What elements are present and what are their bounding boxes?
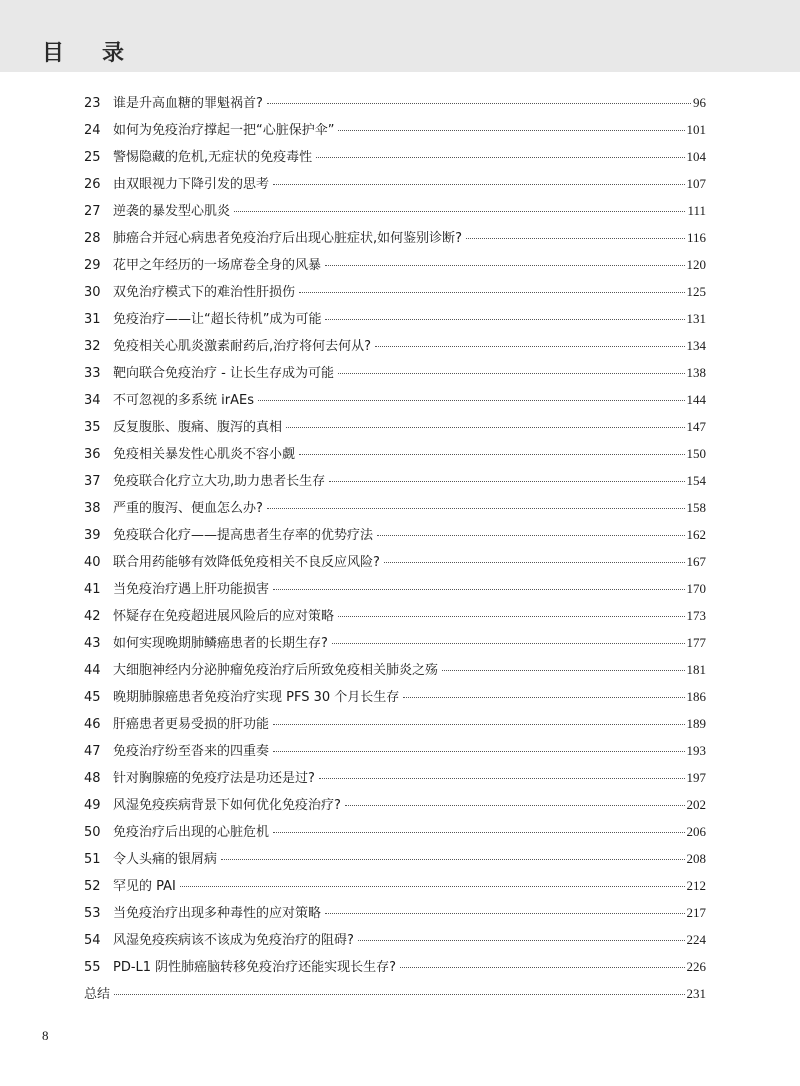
toc-entry-page: 154 — [686, 473, 706, 488]
toc-entry-title: 免疫相关心肌炎激素耐药后,治疗将何去何从? — [113, 339, 372, 354]
toc-entry-title: 肺癌合并冠心病患者免疫治疗后出现心脏症状,如何鉴别诊断? — [113, 231, 463, 246]
toc-entry-number: 33 — [84, 366, 101, 381]
toc-leader-dots — [286, 426, 684, 428]
toc-entry-title: 怀疑存在免疫超进展风险后的应对策略 — [113, 609, 335, 624]
toc-leader-dots — [273, 588, 684, 590]
toc-entry-title: 风湿免疫疾病该不该成为免疫治疗的阻碍? — [113, 933, 354, 948]
toc-entry-page: 104 — [686, 149, 706, 164]
toc-entry-title: 大细胞神经内分泌肿瘤免疫治疗后所致免疫相关肺炎之殇 — [113, 663, 439, 678]
toc-entry-title: 不可忽视的多系统 irAEs — [113, 393, 254, 408]
toc-entry-page: 197 — [686, 770, 706, 785]
toc-entry-page: 162 — [686, 527, 706, 542]
toc-entry-page: 217 — [686, 905, 706, 920]
toc-entry-number: 48 — [84, 771, 101, 786]
toc-entry-page: 101 — [686, 122, 706, 137]
toc-entry[interactable] — [84, 845, 706, 872]
toc-entry-number: 55 — [84, 960, 101, 975]
toc-leader-dots — [400, 966, 684, 968]
toc-entry-title: 花甲之年经历的一场席卷全身的风暴 — [113, 258, 322, 273]
toc-entry-number: 47 — [84, 744, 101, 759]
toc-leader-dots — [358, 939, 685, 941]
toc-entry-number: 27 — [84, 204, 101, 219]
toc-entry-title: 双免治疗模式下的难治性肝损伤 — [113, 285, 296, 300]
toc-entry-number: 23 — [84, 96, 101, 111]
toc-leader-dots — [258, 399, 685, 401]
toc-entry-title: 严重的腹泻、便血怎么办? — [113, 501, 263, 516]
toc-entry-number: 34 — [84, 393, 101, 408]
page-number: 8 — [42, 1028, 49, 1043]
toc-entry[interactable] — [84, 737, 706, 764]
toc-entry-page: 202 — [686, 797, 706, 812]
toc-entry[interactable] — [84, 548, 706, 575]
toc-leader-dots — [267, 102, 691, 104]
toc-entry-number: 37 — [84, 474, 101, 489]
toc-entry-page: 193 — [686, 743, 706, 758]
toc-leader-dots — [299, 291, 684, 293]
toc-entry[interactable] — [84, 764, 706, 791]
toc-entry-number: 46 — [84, 717, 101, 732]
toc-leader-dots — [180, 885, 685, 887]
toc-entry[interactable] — [84, 305, 706, 332]
toc-entry[interactable] — [84, 683, 706, 710]
toc-entry-title: 谁是升高血糖的罪魁祸首? — [113, 96, 263, 111]
toc-entry[interactable] — [84, 332, 706, 359]
toc-entry-title: 当免疫治疗遇上肝功能损害 — [113, 582, 270, 597]
toc-entry-title: 罕见的 PAI — [113, 879, 176, 894]
toc-entry-number: 49 — [84, 798, 101, 813]
toc-leader-dots — [345, 804, 685, 806]
toc-entry-page: 107 — [686, 176, 706, 191]
toc-entry-title: 由双眼视力下降引发的思考 — [113, 177, 270, 192]
toc-entry[interactable] — [84, 278, 706, 305]
toc-entry[interactable] — [84, 224, 706, 251]
toc-entry-title: 免疫治疗——让“超长待机”成为可能 — [113, 312, 322, 327]
toc-entry-page: 116 — [686, 230, 706, 245]
toc-entry[interactable] — [84, 413, 706, 440]
toc-entry-number: 30 — [84, 285, 101, 300]
toc-entry[interactable] — [84, 818, 706, 845]
toc-entry-page: 206 — [686, 824, 706, 839]
toc-entry-number: 43 — [84, 636, 101, 651]
toc-entry-title: 逆袭的暴发型心肌炎 — [113, 204, 231, 219]
toc-entry-number: 41 — [84, 582, 101, 597]
toc-entry-title: 联合用药能够有效降低免疫相关不良反应风险? — [113, 555, 380, 570]
toc-entry[interactable] — [84, 116, 706, 143]
toc-entry-number: 32 — [84, 339, 101, 354]
toc-leader-dots — [466, 237, 685, 239]
toc-entry-page: 170 — [686, 581, 706, 596]
toc-leader-dots — [329, 480, 684, 482]
toc-entry[interactable] — [84, 386, 706, 413]
toc-entry-title: 免疫联合化疗立大功,助力患者长生存 — [113, 474, 326, 489]
toc-entry[interactable] — [84, 602, 706, 629]
toc-leader-dots — [338, 615, 684, 617]
toc-entry[interactable] — [84, 143, 706, 170]
table-of-contents — [84, 89, 706, 1007]
toc-entry-title: 警惕隐藏的危机,无症状的免疫毒性 — [113, 150, 313, 165]
toc-entry[interactable] — [84, 359, 706, 386]
toc-entry-page: 208 — [686, 851, 706, 866]
toc-entry[interactable] — [84, 89, 706, 116]
toc-entry-page: 150 — [686, 446, 706, 461]
toc-entry[interactable] — [84, 926, 706, 953]
toc-entry-number: 26 — [84, 177, 101, 192]
toc-entry-number: 35 — [84, 420, 101, 435]
toc-leader-dots — [273, 831, 684, 833]
header-bar — [0, 0, 800, 72]
toc-entry-title: 靶向联合免疫治疗 - 让长生存成为可能 — [113, 366, 334, 381]
toc-entry-page: 189 — [686, 716, 706, 731]
toc-entry-page: 131 — [686, 311, 706, 326]
toc-leader-dots — [384, 561, 685, 563]
toc-entry-title: 当免疫治疗出现多种毒性的应对策略 — [113, 906, 322, 921]
toc-entry-number: 42 — [84, 609, 101, 624]
toc-entry-number: 31 — [84, 312, 101, 327]
toc-entry-page: 96 — [693, 95, 706, 110]
page-title: 目录 — [42, 41, 163, 66]
toc-entry-number: 50 — [84, 825, 101, 840]
toc-entry-number: 53 — [84, 906, 101, 921]
toc-entry-page: 120 — [686, 257, 706, 272]
toc-entry-number: 25 — [84, 150, 101, 165]
toc-entry-page: 224 — [686, 932, 706, 947]
toc-leader-dots — [442, 669, 684, 671]
toc-entry-number: 40 — [84, 555, 101, 570]
toc-leader-dots — [234, 210, 685, 212]
toc-leader-dots — [325, 912, 684, 914]
toc-leader-dots — [273, 750, 684, 752]
toc-entry[interactable] — [84, 710, 706, 737]
toc-entry-page: 125 — [686, 284, 706, 299]
toc-entry-page: 158 — [686, 500, 706, 515]
toc-entry[interactable] — [84, 953, 706, 980]
toc-entry-title: 针对胸腺癌的免疫疗法是功还是过? — [113, 771, 315, 786]
toc-leader-dots — [325, 318, 684, 320]
toc-entry-title: 风湿免疫疾病背景下如何优化免疫治疗? — [113, 798, 341, 813]
toc-entry[interactable] — [84, 197, 706, 224]
toc-leader-dots — [299, 453, 684, 455]
toc-leader-dots — [332, 642, 685, 644]
toc-leader-dots — [267, 507, 685, 509]
toc-entry-title: PD-L1 阴性肺癌脑转移免疫治疗还能实现长生存? — [113, 960, 397, 975]
toc-entry-number: 39 — [84, 528, 101, 543]
toc-entry[interactable] — [84, 791, 706, 818]
toc-entry-page: 134 — [686, 338, 706, 353]
toc-entry[interactable] — [84, 872, 706, 899]
toc-entry[interactable] — [84, 170, 706, 197]
toc-leader-dots — [338, 129, 684, 131]
toc-entry-number: 29 — [84, 258, 101, 273]
toc-leader-dots — [114, 993, 684, 995]
toc-summary-page: 231 — [686, 986, 706, 1001]
toc-entry-title: 肝癌患者更易受损的肝功能 — [113, 717, 270, 732]
toc-leader-dots — [325, 264, 684, 266]
toc-entry-page: 173 — [686, 608, 706, 623]
toc-entry-title: 免疫治疗后出现的心脏危机 — [113, 825, 270, 840]
toc-entry-page: 144 — [686, 392, 706, 407]
toc-entry-title: 晚期肺腺癌患者免疫治疗实现 PFS 30 个月长生存 — [113, 690, 400, 705]
toc-entry-title: 免疫联合化疗——提高患者生存率的优势疗法 — [113, 528, 374, 543]
toc-entry[interactable] — [84, 521, 706, 548]
toc-entry-title: 如何为免疫治疗撑起一把“心脏保护伞” — [113, 123, 335, 138]
toc-leader-dots — [319, 777, 685, 779]
toc-entry-number: 24 — [84, 123, 101, 138]
toc-leader-dots — [403, 696, 684, 698]
toc-entry[interactable] — [84, 467, 706, 494]
toc-entry[interactable] — [84, 494, 706, 521]
toc-entry[interactable] — [84, 899, 706, 926]
toc-entry-number: 36 — [84, 447, 101, 462]
toc-leader-dots — [338, 372, 685, 374]
toc-entry-page: 138 — [686, 365, 706, 380]
toc-entry-page: 167 — [686, 554, 706, 569]
toc-leader-dots — [375, 345, 684, 347]
toc-entry-title: 免疫相关暴发性心肌炎不容小觑 — [113, 447, 296, 462]
toc-entry[interactable] — [84, 656, 706, 683]
toc-leader-dots — [316, 156, 684, 158]
toc-entry-number: 44 — [84, 663, 101, 678]
toc-entry-number: 45 — [84, 690, 101, 705]
toc-entry-page: 147 — [686, 419, 706, 434]
toc-entry-number: 38 — [84, 501, 101, 516]
toc-entry-number: 28 — [84, 231, 101, 246]
toc-entry-title: 如何实现晚期肺鳞癌患者的长期生存? — [113, 636, 328, 651]
toc-entry-title: 免疫治疗纷至沓来的四重奏 — [113, 744, 270, 759]
toc-entry-number: 51 — [84, 852, 101, 867]
toc-summary-entry[interactable] — [84, 980, 706, 1007]
toc-entry-page: 212 — [686, 878, 706, 893]
toc-leader-dots — [273, 723, 684, 725]
toc-entry[interactable] — [84, 440, 706, 467]
toc-entry[interactable] — [84, 251, 706, 278]
toc-leader-dots — [221, 858, 684, 860]
toc-entry-number: 52 — [84, 879, 101, 894]
toc-entry-page: 226 — [686, 959, 706, 974]
toc-entry-page: 177 — [686, 635, 706, 650]
toc-entry[interactable] — [84, 629, 706, 656]
toc-entry[interactable] — [84, 575, 706, 602]
toc-entry-page: 186 — [686, 689, 706, 704]
toc-leader-dots — [377, 534, 684, 536]
toc-leader-dots — [273, 183, 684, 185]
toc-summary-title: 总结 — [84, 987, 111, 1002]
toc-entry-page: 181 — [686, 662, 706, 677]
toc-entry-title: 令人头痛的银屑病 — [113, 852, 218, 867]
toc-entry-title: 反复腹胀、腹痛、腹泻的真相 — [113, 420, 283, 435]
toc-entry-page: 111 — [687, 203, 706, 218]
toc-entry-number: 54 — [84, 933, 101, 948]
